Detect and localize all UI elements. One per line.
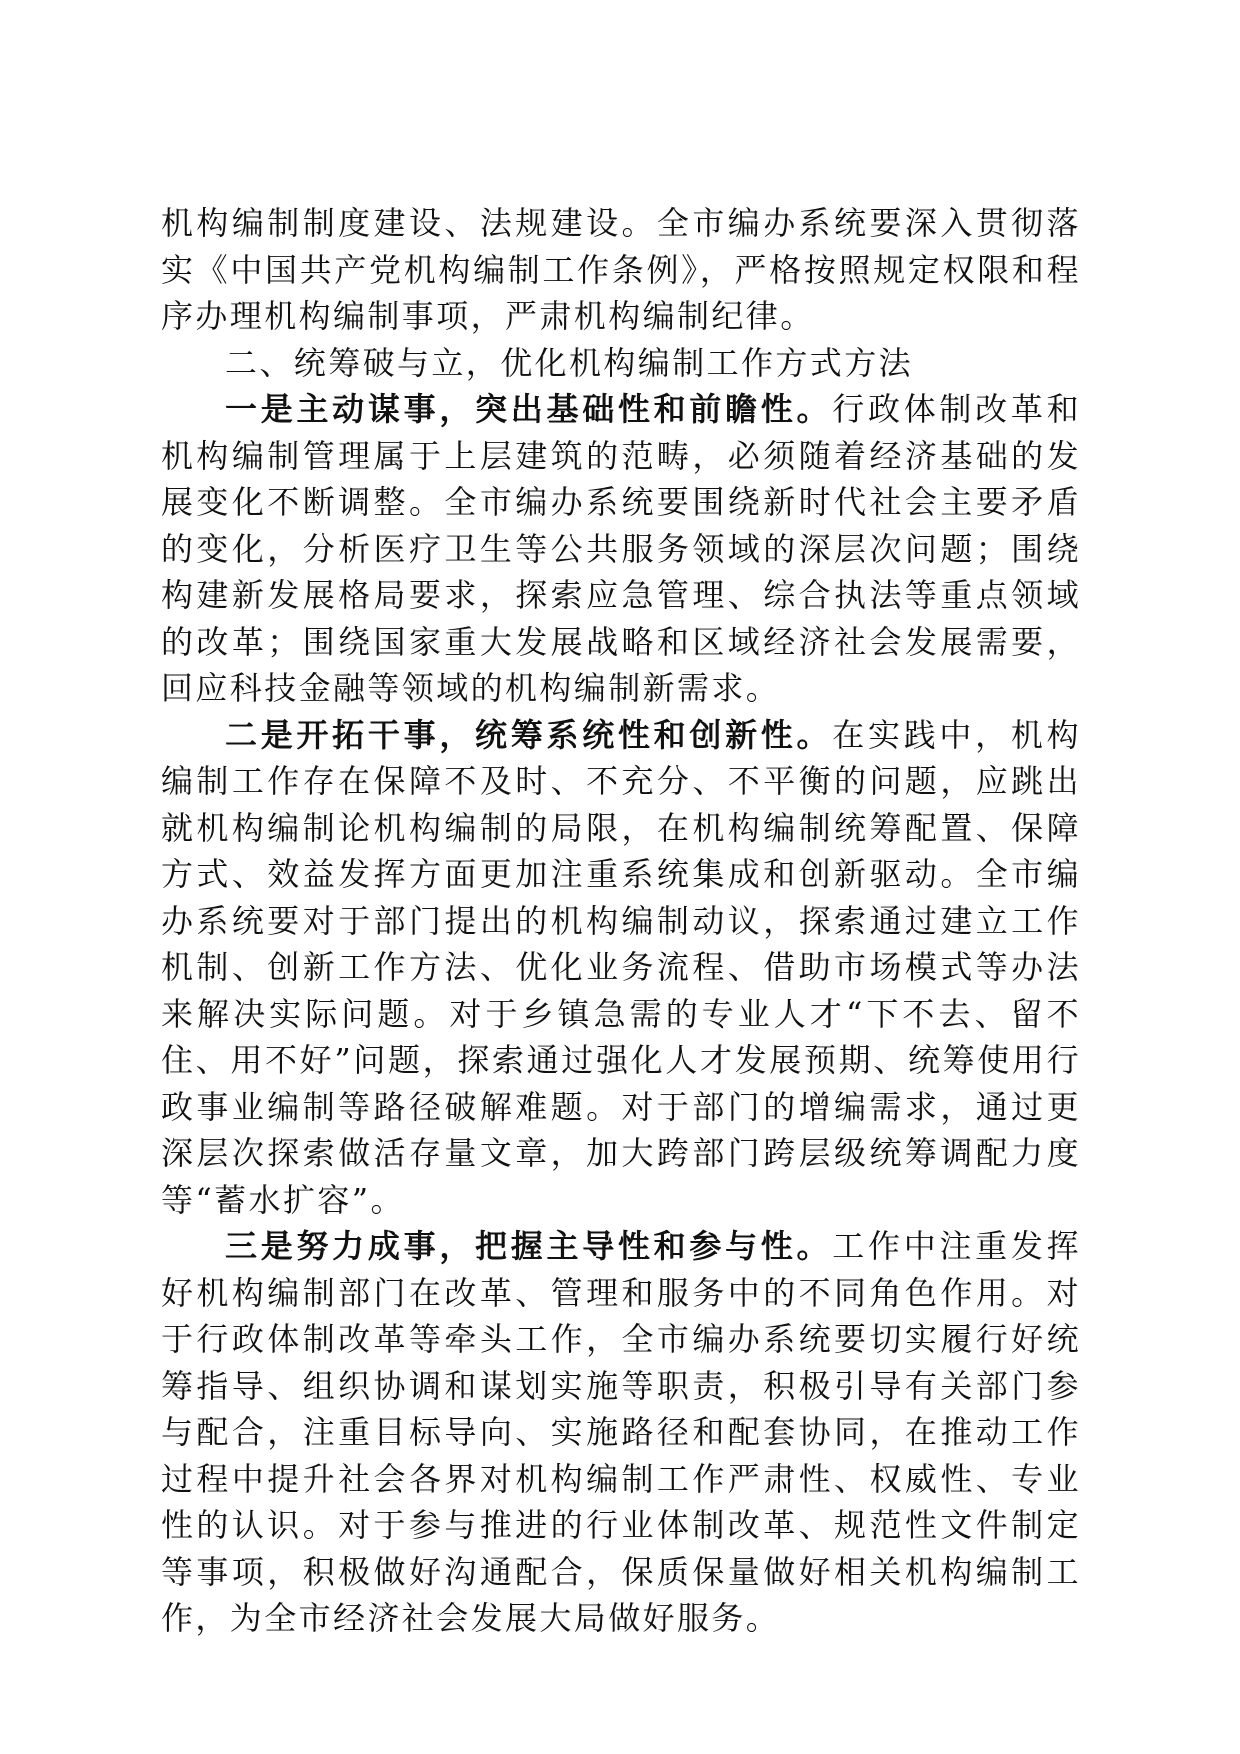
item-body-2: 在实践中，机构编制工作存在保障不及时、不充分、不平衡的问题，应跳出就机构编制论机构编制的局限，在机构编制统筹配置、保障方式、效益发挥方面更加注重系统集成和创新驱动。全市编办系统要对于部门提出的机构编制动议，探索通过建立工作机制、创新工作方法、优化业务流程、借助市场模式等办法来解决实际问题。对于乡镇急需的专业人才“下不去、留不住、用不好”问题，探索通过强化人才发展预期、统筹使用行政事业编制等路径破解难题。对于部门的增编需求，通过更深层次探索做活存量文章，加大跨部门跨层级统筹调配力度等“蓄水扩容”。 (161, 715, 1081, 1219)
item-lead-1: 一是主动谋事，突出基础性和前瞻性。 (225, 390, 833, 428)
section-heading: 二、统筹破与立，优化机构编制工作方式方法 (225, 343, 914, 382)
paragraph-continued: 机构编制制度建设、法规建设。全市编办系统要深入贯彻落实《中国共产党机构编制工作条例》，严格按照规定权限和程序办理机构编制事项，严肃机构编制纪律。 (161, 204, 1081, 335)
document-page (161, 200, 1081, 1642)
item-lead-3: 三是努力成事，把握主导性和参与性。 (225, 1227, 833, 1265)
item-body-3: 工作中注重发挥好机构编制部门在改革、管理和服务中的不同角色作用。对于行政体制改革等牵头工作，全市编办系统要切实履行好统筹指导、组织协调和谋划实施等职责，积极引导有关部门参与配合，注重目标导向、实施路径和配套协同，在推动工作过程中提升社会各界对机构编制工作严肃性、权威性、专业性的认识。对于参与推进的行业体制改革、规范性文件制定等事项，积极做好沟通配合，保质保量做好相关机构编制工作，为全市经济社会发展大局做好服务。 (161, 1227, 1081, 1637)
item-lead-2: 二是开拓干事，统筹系统性和创新性。 (225, 715, 833, 754)
paragraph-item-2 (161, 712, 1081, 1224)
paragraph-item-1 (161, 386, 1081, 712)
item-body-1: 行政体制改革和机构编制管理属于上层建筑的范畴，必须随着经济基础的发展变化不断调整。全市编办系统要围绕新时代社会主要矛盾的变化，分析医疗卫生等公共服务领域的深层次问题；围绕构建新发展格局要求，探索应急管理、综合执法等重点领域的改革；围绕国家重大发展战略和区域经济社会发展需要，回应科技金融等领域的机构编制新需求。 (161, 390, 1081, 707)
paragraph-item-3 (161, 1223, 1081, 1642)
